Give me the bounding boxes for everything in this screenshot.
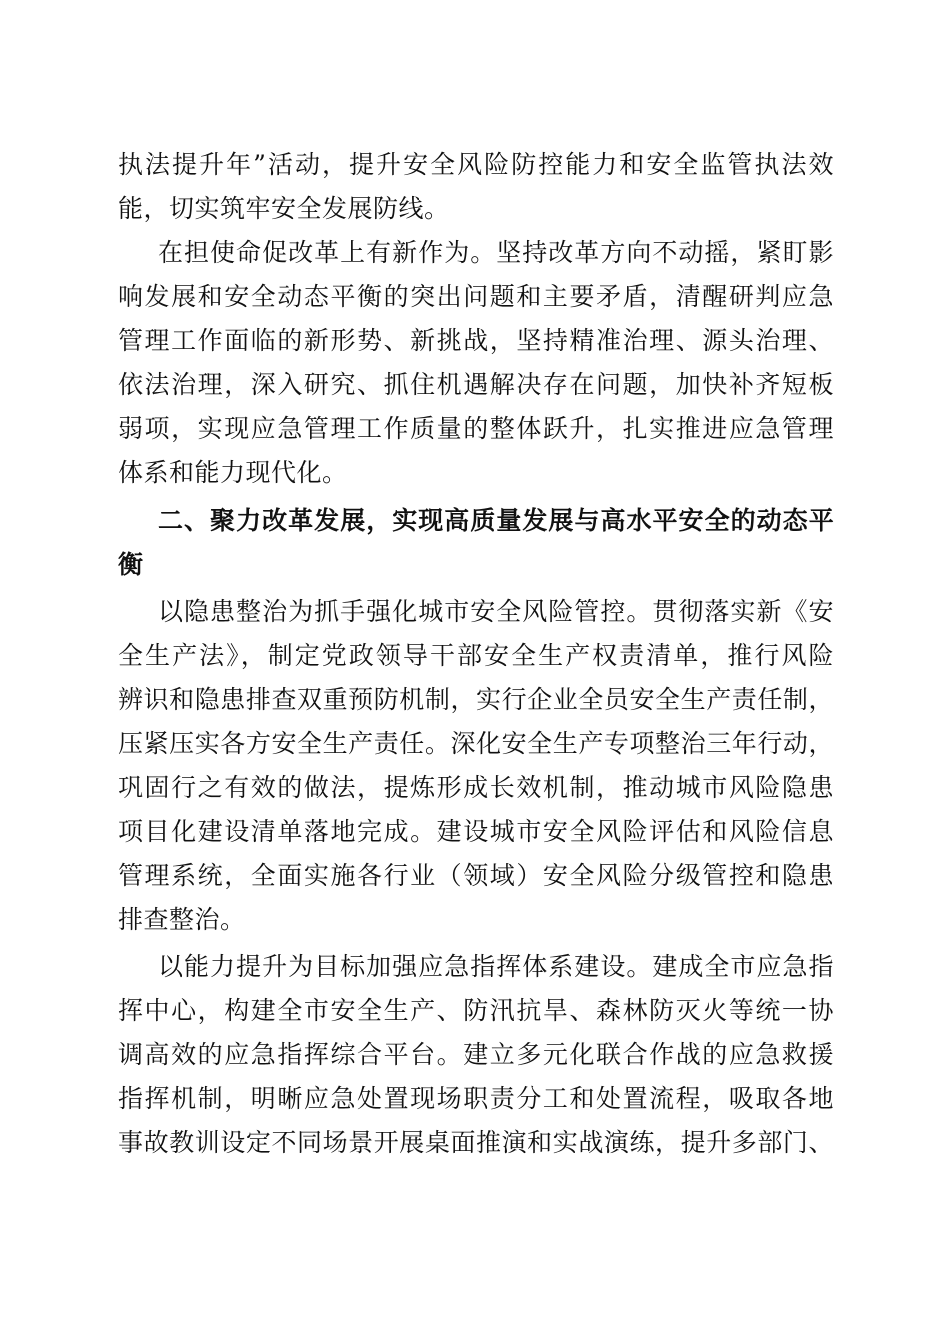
paragraph-2-line-5: 弱项，实现应急管理工作质量的整体跃升，扎实推进应急管理 [118,414,834,443]
paragraph-4-line-3: 调高效的应急指挥综合平台。建立多元化联合作战的应急救援 [118,1040,834,1069]
paragraph-4-line-1: 以能力提升为目标加强应急指挥体系建设。建成全市应急指 [158,952,834,981]
paragraph-3-line-2: 全生产法》，制定党政领导干部安全生产权责清单，推行风险 [118,641,834,670]
paragraph-3-line-3: 辨识和隐患排查双重预防机制，实行企业全员安全生产责任制， [118,685,834,714]
paragraph-1-line-1: 执法提升年”活动，提升安全风险防控能力和安全监管执法效 [118,150,834,179]
paragraph-4-line-5: 事故教训设定不同场景开展桌面推演和实战演练，提升多部门、 [118,1128,834,1157]
paragraph-2-line-2: 响发展和安全动态平衡的突出问题和主要矛盾，清醒研判应急 [118,282,834,311]
paragraph-3-line-7: 管理系统，全面实施各行业（领域）安全风险分级管控和隐患 [118,861,834,890]
paragraph-4-line-2: 挥中心，构建全市安全生产、防汛抗旱、森林防灭火等统一协 [118,996,834,1025]
paragraph-3-line-8: 排查整治。 [118,905,246,934]
section-heading-line-2: 衡 [118,550,144,579]
paragraph-2-line-6: 体系和能力现代化。 [118,458,348,487]
paragraph-2-line-1: 在担使命促改革上有新作为。坚持改革方向不动摇，紧盯影 [158,238,834,267]
paragraph-3-line-5: 巩固行之有效的做法，提炼形成长效机制，推动城市风险隐患 [118,773,834,802]
paragraph-3-line-4: 压紧压实各方安全生产责任。深化安全生产专项整治三年行动， [118,729,834,758]
paragraph-4-line-4: 指挥机制，明晰应急处置现场职责分工和处置流程，吸取各地 [118,1084,834,1113]
section-heading-line-1: 二、聚力改革发展，实现高质量发展与高水平安全的动态平 [158,506,834,535]
paragraph-2-line-4: 依法治理，深入研究、抓住机遇解决存在问题，加快补齐短板 [118,370,834,399]
paragraph-3-line-6: 项目化建设清单落地完成。建设城市安全风险评估和风险信息 [118,817,834,846]
paragraph-3-line-1: 以隐患整治为抓手强化城市安全风险管控。贯彻落实新《安 [158,597,834,626]
paragraph-2-line-3: 管理工作面临的新形势、新挑战，坚持精准治理、源头治理、 [118,326,834,355]
paragraph-1-line-2: 能，切实筑牢安全发展防线。 [118,194,450,223]
